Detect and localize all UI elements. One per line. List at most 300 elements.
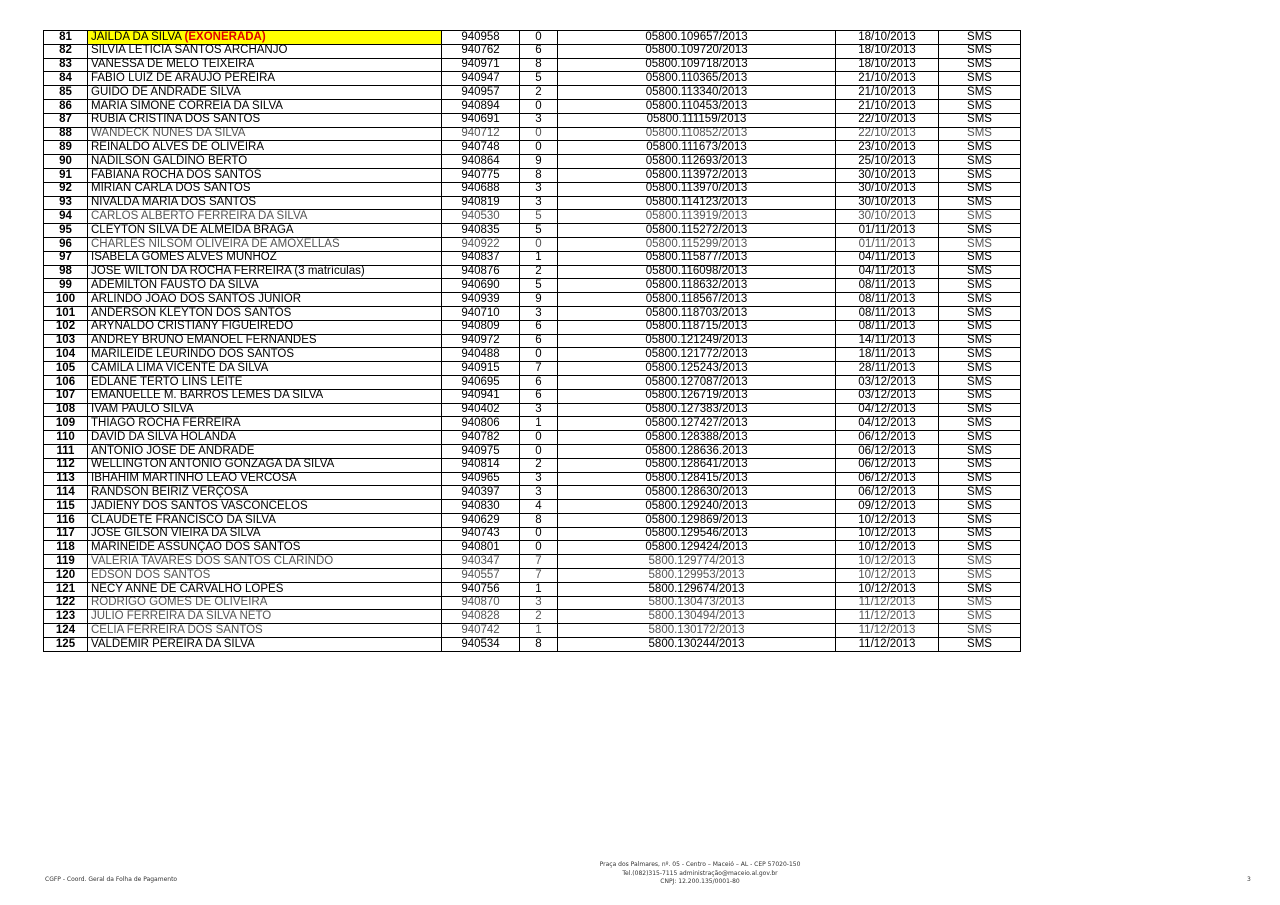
check-digit-cell: 5 bbox=[520, 279, 558, 293]
date-cell: 11/12/2013 bbox=[836, 624, 939, 638]
department-cell: SMS bbox=[939, 458, 1021, 472]
department-cell: SMS bbox=[939, 348, 1021, 362]
date-cell: 30/10/2013 bbox=[836, 168, 939, 182]
date-cell: 11/12/2013 bbox=[836, 596, 939, 610]
table-row bbox=[44, 458, 1021, 472]
process-number-cell: 5800.129953/2013 bbox=[558, 569, 836, 583]
check-digit-cell: 5 bbox=[520, 224, 558, 238]
employee-name-cell: JOSE WILTON DA ROCHA FERREIRA (3 matrículas) bbox=[88, 265, 442, 279]
department-cell: SMS bbox=[939, 237, 1021, 251]
registration-number-cell: 940876 bbox=[442, 265, 520, 279]
registration-number-cell: 940971 bbox=[442, 58, 520, 72]
employee-name-cell: JULIO FERREIRA DA SILVA NETO bbox=[88, 610, 442, 624]
process-number-cell: 05800.128630/2013 bbox=[558, 486, 836, 500]
registration-number-cell: 940958 bbox=[442, 31, 520, 45]
department-cell: SMS bbox=[939, 279, 1021, 293]
table-row bbox=[44, 31, 1021, 45]
employee-name-cell: VALERIA TAVARES DOS SANTOS CLARINDO bbox=[88, 555, 442, 569]
department-cell: SMS bbox=[939, 486, 1021, 500]
date-cell: 06/12/2013 bbox=[836, 444, 939, 458]
employee-name-cell: NECY ANNE DE CARVALHO LOPES bbox=[88, 582, 442, 596]
table-row bbox=[44, 320, 1021, 334]
process-number-cell: 05800.115877/2013 bbox=[558, 251, 836, 265]
process-number-cell: 05800.110852/2013 bbox=[558, 127, 836, 141]
process-number-cell: 05800.110365/2013 bbox=[558, 72, 836, 86]
table-row bbox=[44, 127, 1021, 141]
employee-name-cell: EDLANE TERTO LINS LEITE bbox=[88, 375, 442, 389]
employee-name-cell: FABIANA ROCHA DOS SANTOS bbox=[88, 168, 442, 182]
registration-number-cell: 940712 bbox=[442, 127, 520, 141]
department-cell: SMS bbox=[939, 224, 1021, 238]
row-number-cell: 101 bbox=[44, 306, 88, 320]
check-digit-cell: 6 bbox=[520, 44, 558, 58]
table-row bbox=[44, 334, 1021, 348]
registration-number-cell: 940947 bbox=[442, 72, 520, 86]
table-row bbox=[44, 500, 1021, 514]
employee-name-cell: WELLINGTON ANTONIO GONZAGA DA SILVA bbox=[88, 458, 442, 472]
row-number-cell: 124 bbox=[44, 624, 88, 638]
check-digit-cell: 8 bbox=[520, 58, 558, 72]
process-number-cell: 05800.127383/2013 bbox=[558, 403, 836, 417]
employee-name-cell: SILVIA LETICIA SANTOS ARCHANJO bbox=[88, 44, 442, 58]
row-number-cell: 82 bbox=[44, 44, 88, 58]
employee-name-cell: REINALDO ALVES DE OLIVEIRA bbox=[88, 141, 442, 155]
check-digit-cell: 4 bbox=[520, 500, 558, 514]
department-cell: SMS bbox=[939, 293, 1021, 307]
footer-contact-line: Tel.(082)315-7115 administração@maceio.al.gov.br bbox=[622, 869, 778, 877]
department-cell: SMS bbox=[939, 155, 1021, 169]
employee-name-cell: RUBIA CRISTINA DOS SANTOS bbox=[88, 113, 442, 127]
row-number-cell: 110 bbox=[44, 431, 88, 445]
check-digit-cell: 8 bbox=[520, 638, 558, 652]
date-cell: 18/10/2013 bbox=[836, 58, 939, 72]
table-row bbox=[44, 362, 1021, 376]
date-cell: 10/12/2013 bbox=[836, 569, 939, 583]
registration-number-cell: 940748 bbox=[442, 141, 520, 155]
row-number-cell: 107 bbox=[44, 389, 88, 403]
table-row bbox=[44, 196, 1021, 210]
process-number-cell: 05800.118567/2013 bbox=[558, 293, 836, 307]
date-cell: 30/10/2013 bbox=[836, 210, 939, 224]
department-cell: SMS bbox=[939, 306, 1021, 320]
check-digit-cell: 0 bbox=[520, 541, 558, 555]
row-number-cell: 115 bbox=[44, 500, 88, 514]
process-number-cell: 5800.130172/2013 bbox=[558, 624, 836, 638]
employee-name-cell: CLAUDETE FRANCISCO DA SILVA bbox=[88, 513, 442, 527]
row-number-cell: 83 bbox=[44, 58, 88, 72]
registration-number-cell: 940806 bbox=[442, 417, 520, 431]
row-number-cell: 111 bbox=[44, 444, 88, 458]
registration-number-cell: 940530 bbox=[442, 210, 520, 224]
row-number-cell: 88 bbox=[44, 127, 88, 141]
employee-name-cell: IBHAHIM MARTINHO LEAO VERCOSA bbox=[88, 472, 442, 486]
department-cell: SMS bbox=[939, 375, 1021, 389]
employee-name-cell: RANDSON BEIRIZ VERÇOSA bbox=[88, 486, 442, 500]
table-row bbox=[44, 624, 1021, 638]
check-digit-cell: 1 bbox=[520, 582, 558, 596]
process-number-cell: 05800.128415/2013 bbox=[558, 472, 836, 486]
check-digit-cell: 5 bbox=[520, 72, 558, 86]
date-cell: 01/11/2013 bbox=[836, 237, 939, 251]
department-cell: SMS bbox=[939, 210, 1021, 224]
date-cell: 10/12/2013 bbox=[836, 513, 939, 527]
employee-table bbox=[43, 30, 1021, 652]
process-number-cell: 05800.112693/2013 bbox=[558, 155, 836, 169]
row-number-cell: 95 bbox=[44, 224, 88, 238]
check-digit-cell: 0 bbox=[520, 444, 558, 458]
footer-address bbox=[500, 861, 900, 887]
date-cell: 30/10/2013 bbox=[836, 182, 939, 196]
table-row bbox=[44, 99, 1021, 113]
check-digit-cell: 7 bbox=[520, 555, 558, 569]
registration-number-cell: 940975 bbox=[442, 444, 520, 458]
date-cell: 22/10/2013 bbox=[836, 113, 939, 127]
process-number-cell: 05800.129869/2013 bbox=[558, 513, 836, 527]
department-cell: SMS bbox=[939, 86, 1021, 100]
row-number-cell: 90 bbox=[44, 155, 88, 169]
department-cell: SMS bbox=[939, 596, 1021, 610]
employee-name-cell: NIVALDA MARIA DOS SANTOS bbox=[88, 196, 442, 210]
registration-number-cell: 940941 bbox=[442, 389, 520, 403]
registration-number-cell: 940835 bbox=[442, 224, 520, 238]
registration-number-cell: 940534 bbox=[442, 638, 520, 652]
department-cell: SMS bbox=[939, 182, 1021, 196]
registration-number-cell: 940557 bbox=[442, 569, 520, 583]
process-number-cell: 05800.111673/2013 bbox=[558, 141, 836, 155]
date-cell: 10/12/2013 bbox=[836, 555, 939, 569]
employee-name-cell: EMANUELLE M. BARROS LEMES DA SILVA bbox=[88, 389, 442, 403]
footer-cnpj-line: CNPJ: 12.200.135/0001-80 bbox=[660, 878, 740, 885]
process-number-cell: 05800.116098/2013 bbox=[558, 265, 836, 279]
registration-number-cell: 940915 bbox=[442, 362, 520, 376]
row-number-cell: 100 bbox=[44, 293, 88, 307]
employee-name-cell: GUIDO DE ANDRADE SILVA bbox=[88, 86, 442, 100]
employee-name-cell: CELIA FERREIRA DOS SANTOS bbox=[88, 624, 442, 638]
table-row bbox=[44, 113, 1021, 127]
row-number-cell: 125 bbox=[44, 638, 88, 652]
row-number-cell: 112 bbox=[44, 458, 88, 472]
row-number-cell: 118 bbox=[44, 541, 88, 555]
department-cell: SMS bbox=[939, 196, 1021, 210]
process-number-cell: 05800.127427/2013 bbox=[558, 417, 836, 431]
department-cell: SMS bbox=[939, 31, 1021, 45]
department-cell: SMS bbox=[939, 541, 1021, 555]
date-cell: 23/10/2013 bbox=[836, 141, 939, 155]
registration-number-cell: 940814 bbox=[442, 458, 520, 472]
registration-number-cell: 940743 bbox=[442, 527, 520, 541]
row-number-cell: 84 bbox=[44, 72, 88, 86]
registration-number-cell: 940695 bbox=[442, 375, 520, 389]
process-number-cell: 05800.115299/2013 bbox=[558, 237, 836, 251]
row-number-cell: 123 bbox=[44, 610, 88, 624]
date-cell: 21/10/2013 bbox=[836, 72, 939, 86]
row-number-cell: 94 bbox=[44, 210, 88, 224]
row-number-cell: 106 bbox=[44, 375, 88, 389]
employee-name-cell: NADILSON GALDINO BERTO bbox=[88, 155, 442, 169]
check-digit-cell: 2 bbox=[520, 265, 558, 279]
row-number-cell: 108 bbox=[44, 403, 88, 417]
department-cell: SMS bbox=[939, 403, 1021, 417]
date-cell: 18/10/2013 bbox=[836, 31, 939, 45]
table-row bbox=[44, 569, 1021, 583]
department-cell: SMS bbox=[939, 417, 1021, 431]
row-number-cell: 91 bbox=[44, 168, 88, 182]
table-row bbox=[44, 348, 1021, 362]
registration-number-cell: 940965 bbox=[442, 472, 520, 486]
date-cell: 08/11/2013 bbox=[836, 320, 939, 334]
registration-number-cell: 940488 bbox=[442, 348, 520, 362]
date-cell: 10/12/2013 bbox=[836, 527, 939, 541]
date-cell: 04/11/2013 bbox=[836, 251, 939, 265]
table-row bbox=[44, 541, 1021, 555]
employee-name-cell: ADEMILTON FAUSTO DA SILVA bbox=[88, 279, 442, 293]
check-digit-cell: 0 bbox=[520, 348, 558, 362]
date-cell: 04/12/2013 bbox=[836, 403, 939, 417]
table-row bbox=[44, 168, 1021, 182]
registration-number-cell: 940775 bbox=[442, 168, 520, 182]
employee-name: JAILDA DA SILVA bbox=[91, 30, 182, 43]
date-cell: 06/12/2013 bbox=[836, 486, 939, 500]
table-row bbox=[44, 444, 1021, 458]
check-digit-cell: 6 bbox=[520, 375, 558, 389]
table-row bbox=[44, 389, 1021, 403]
department-cell: SMS bbox=[939, 472, 1021, 486]
row-number-cell: 81 bbox=[44, 31, 88, 45]
row-number-cell: 122 bbox=[44, 596, 88, 610]
process-number-cell: 05800.126719/2013 bbox=[558, 389, 836, 403]
date-cell: 22/10/2013 bbox=[836, 127, 939, 141]
date-cell: 04/11/2013 bbox=[836, 265, 939, 279]
check-digit-cell: 3 bbox=[520, 113, 558, 127]
page-number: 3 bbox=[1247, 876, 1251, 883]
process-number-cell: 05800.115272/2013 bbox=[558, 224, 836, 238]
check-digit-cell: 3 bbox=[520, 403, 558, 417]
check-digit-cell: 0 bbox=[520, 527, 558, 541]
check-digit-cell: 6 bbox=[520, 389, 558, 403]
registration-number-cell: 940710 bbox=[442, 306, 520, 320]
process-number-cell: 5800.130494/2013 bbox=[558, 610, 836, 624]
date-cell: 10/12/2013 bbox=[836, 541, 939, 555]
registration-number-cell: 940801 bbox=[442, 541, 520, 555]
employee-name-cell: THIAGO ROCHA FERREIRA bbox=[88, 417, 442, 431]
row-number-cell: 89 bbox=[44, 141, 88, 155]
row-number-cell: 96 bbox=[44, 237, 88, 251]
employee-name-cell: MARIA SIMONE CORREIA DA SILVA bbox=[88, 99, 442, 113]
table-row bbox=[44, 610, 1021, 624]
process-number-cell: 5800.129774/2013 bbox=[558, 555, 836, 569]
department-cell: SMS bbox=[939, 431, 1021, 445]
employee-name-cell: DAVID DA SILVA HOLANDA bbox=[88, 431, 442, 445]
registration-number-cell: 940742 bbox=[442, 624, 520, 638]
date-cell: 18/10/2013 bbox=[836, 44, 939, 58]
check-digit-cell: 6 bbox=[520, 320, 558, 334]
date-cell: 28/11/2013 bbox=[836, 362, 939, 376]
employee-name-cell: VALDEMIR PEREIRA DA SILVA bbox=[88, 638, 442, 652]
check-digit-cell: 3 bbox=[520, 486, 558, 500]
row-number-cell: 87 bbox=[44, 113, 88, 127]
employee-name-cell: MARILEIDE LEURINDO DOS SANTOS bbox=[88, 348, 442, 362]
check-digit-cell: 5 bbox=[520, 210, 558, 224]
registration-number-cell: 940972 bbox=[442, 334, 520, 348]
table-row bbox=[44, 306, 1021, 320]
table-row bbox=[44, 582, 1021, 596]
registration-number-cell: 940756 bbox=[442, 582, 520, 596]
date-cell: 21/10/2013 bbox=[836, 99, 939, 113]
table-row bbox=[44, 403, 1021, 417]
date-cell: 03/12/2013 bbox=[836, 375, 939, 389]
date-cell: 11/12/2013 bbox=[836, 610, 939, 624]
process-number-cell: 5800.130244/2013 bbox=[558, 638, 836, 652]
process-number-cell: 05800.109657/2013 bbox=[558, 31, 836, 45]
registration-number-cell: 940629 bbox=[442, 513, 520, 527]
table-row bbox=[44, 293, 1021, 307]
employee-name-cell: CAMILA LIMA VICENTE DA SILVA bbox=[88, 362, 442, 376]
check-digit-cell: 0 bbox=[520, 31, 558, 45]
date-cell: 06/12/2013 bbox=[836, 458, 939, 472]
row-number-cell: 103 bbox=[44, 334, 88, 348]
registration-number-cell: 940819 bbox=[442, 196, 520, 210]
employee-name-cell bbox=[88, 31, 442, 45]
process-number-cell: 05800.111159/2013 bbox=[558, 113, 836, 127]
row-number-cell: 92 bbox=[44, 182, 88, 196]
check-digit-cell: 0 bbox=[520, 127, 558, 141]
date-cell: 10/12/2013 bbox=[836, 582, 939, 596]
department-cell: SMS bbox=[939, 389, 1021, 403]
process-number-cell: 05800.129546/2013 bbox=[558, 527, 836, 541]
process-number-cell: 05800.128388/2013 bbox=[558, 431, 836, 445]
check-digit-cell: 1 bbox=[520, 251, 558, 265]
employee-name-cell: EDSON DOS SANTOS bbox=[88, 569, 442, 583]
check-digit-cell: 0 bbox=[520, 431, 558, 445]
registration-number-cell: 940830 bbox=[442, 500, 520, 514]
department-cell: SMS bbox=[939, 127, 1021, 141]
process-number-cell: 05800.114123/2013 bbox=[558, 196, 836, 210]
employee-name-cell: JOSE GILSON VIEIRA DA SILVA bbox=[88, 527, 442, 541]
process-number-cell: 05800.128636.2013 bbox=[558, 444, 836, 458]
process-number-cell: 05800.129240/2013 bbox=[558, 500, 836, 514]
process-number-cell: 05800.118703/2013 bbox=[558, 306, 836, 320]
table-row bbox=[44, 555, 1021, 569]
table-row bbox=[44, 86, 1021, 100]
row-number-cell: 117 bbox=[44, 527, 88, 541]
process-number-cell: 05800.110453/2013 bbox=[558, 99, 836, 113]
department-cell: SMS bbox=[939, 500, 1021, 514]
process-number-cell: 05800.127087/2013 bbox=[558, 375, 836, 389]
employee-name-cell: VANESSA DE MELO TEIXEIRA bbox=[88, 58, 442, 72]
employee-table-body bbox=[44, 31, 1021, 652]
department-cell: SMS bbox=[939, 527, 1021, 541]
department-cell: SMS bbox=[939, 72, 1021, 86]
employee-name-cell: ARYNALDO CRISTIANY FIGUEIREDO bbox=[88, 320, 442, 334]
row-number-cell: 85 bbox=[44, 86, 88, 100]
row-number-cell: 99 bbox=[44, 279, 88, 293]
check-digit-cell: 0 bbox=[520, 99, 558, 113]
table-row bbox=[44, 431, 1021, 445]
employee-name-cell: ANDREY BRUNO EMANOEL FERNANDES bbox=[88, 334, 442, 348]
date-cell: 25/10/2013 bbox=[836, 155, 939, 169]
table-row bbox=[44, 237, 1021, 251]
process-number-cell: 05800.113919/2013 bbox=[558, 210, 836, 224]
date-cell: 08/11/2013 bbox=[836, 293, 939, 307]
employee-name-cell: ISABELA GOMES ALVES MUNHOZ bbox=[88, 251, 442, 265]
employee-name-cell: CHARLES NILSOM OLIVEIRA DE AMOXELLAS bbox=[88, 237, 442, 251]
table-row bbox=[44, 72, 1021, 86]
date-cell: 04/12/2013 bbox=[836, 417, 939, 431]
registration-number-cell: 940922 bbox=[442, 237, 520, 251]
table-row bbox=[44, 224, 1021, 238]
row-number-cell: 102 bbox=[44, 320, 88, 334]
table-row bbox=[44, 265, 1021, 279]
status-tag: (EXONERADA) bbox=[184, 30, 266, 43]
check-digit-cell: 9 bbox=[520, 293, 558, 307]
check-digit-cell: 3 bbox=[520, 182, 558, 196]
date-cell: 08/11/2013 bbox=[836, 279, 939, 293]
department-cell: SMS bbox=[939, 113, 1021, 127]
registration-number-cell: 940870 bbox=[442, 596, 520, 610]
department-cell: SMS bbox=[939, 334, 1021, 348]
registration-number-cell: 940837 bbox=[442, 251, 520, 265]
department-cell: SMS bbox=[939, 582, 1021, 596]
row-number-cell: 121 bbox=[44, 582, 88, 596]
registration-number-cell: 940397 bbox=[442, 486, 520, 500]
table-row bbox=[44, 210, 1021, 224]
table-row bbox=[44, 638, 1021, 652]
registration-number-cell: 940809 bbox=[442, 320, 520, 334]
footer-department: CGFP - Coord. Geral da Folha de Pagamento bbox=[45, 876, 178, 883]
check-digit-cell: 1 bbox=[520, 417, 558, 431]
table-row bbox=[44, 486, 1021, 500]
process-number-cell: 05800.118632/2013 bbox=[558, 279, 836, 293]
check-digit-cell: 7 bbox=[520, 362, 558, 376]
employee-name-cell: ANTONIO JOSE DE ANDRADE bbox=[88, 444, 442, 458]
department-cell: SMS bbox=[939, 444, 1021, 458]
employee-name-cell: FABIO LUIZ DE ARAUJO PEREIRA bbox=[88, 72, 442, 86]
check-digit-cell: 0 bbox=[520, 237, 558, 251]
registration-number-cell: 940957 bbox=[442, 86, 520, 100]
registration-number-cell: 940347 bbox=[442, 555, 520, 569]
process-number-cell: 5800.130473/2013 bbox=[558, 596, 836, 610]
check-digit-cell: 3 bbox=[520, 596, 558, 610]
department-cell: SMS bbox=[939, 624, 1021, 638]
date-cell: 18/11/2013 bbox=[836, 348, 939, 362]
process-number-cell: 05800.129424/2013 bbox=[558, 541, 836, 555]
table-row bbox=[44, 58, 1021, 72]
row-number-cell: 119 bbox=[44, 555, 88, 569]
date-cell: 14/11/2013 bbox=[836, 334, 939, 348]
registration-number-cell: 940864 bbox=[442, 155, 520, 169]
employee-name-cell: CARLOS ALBERTO FERREIRA DA SILVA bbox=[88, 210, 442, 224]
date-cell: 03/12/2013 bbox=[836, 389, 939, 403]
registration-number-cell: 940688 bbox=[442, 182, 520, 196]
department-cell: SMS bbox=[939, 44, 1021, 58]
table-row bbox=[44, 155, 1021, 169]
check-digit-cell: 6 bbox=[520, 334, 558, 348]
employee-name-cell: WANDECK NUNES DA SILVA bbox=[88, 127, 442, 141]
check-digit-cell: 0 bbox=[520, 141, 558, 155]
employee-name-cell: MARINEIDE ASSUNÇÃO DOS SANTOS bbox=[88, 541, 442, 555]
department-cell: SMS bbox=[939, 168, 1021, 182]
check-digit-cell: 2 bbox=[520, 458, 558, 472]
check-digit-cell: 8 bbox=[520, 168, 558, 182]
department-cell: SMS bbox=[939, 362, 1021, 376]
registration-number-cell: 940939 bbox=[442, 293, 520, 307]
check-digit-cell: 2 bbox=[520, 610, 558, 624]
check-digit-cell: 9 bbox=[520, 155, 558, 169]
employee-name-cell: RODRIGO GOMES DE OLIVEIRA bbox=[88, 596, 442, 610]
table-row bbox=[44, 182, 1021, 196]
table-row bbox=[44, 527, 1021, 541]
check-digit-cell: 3 bbox=[520, 472, 558, 486]
